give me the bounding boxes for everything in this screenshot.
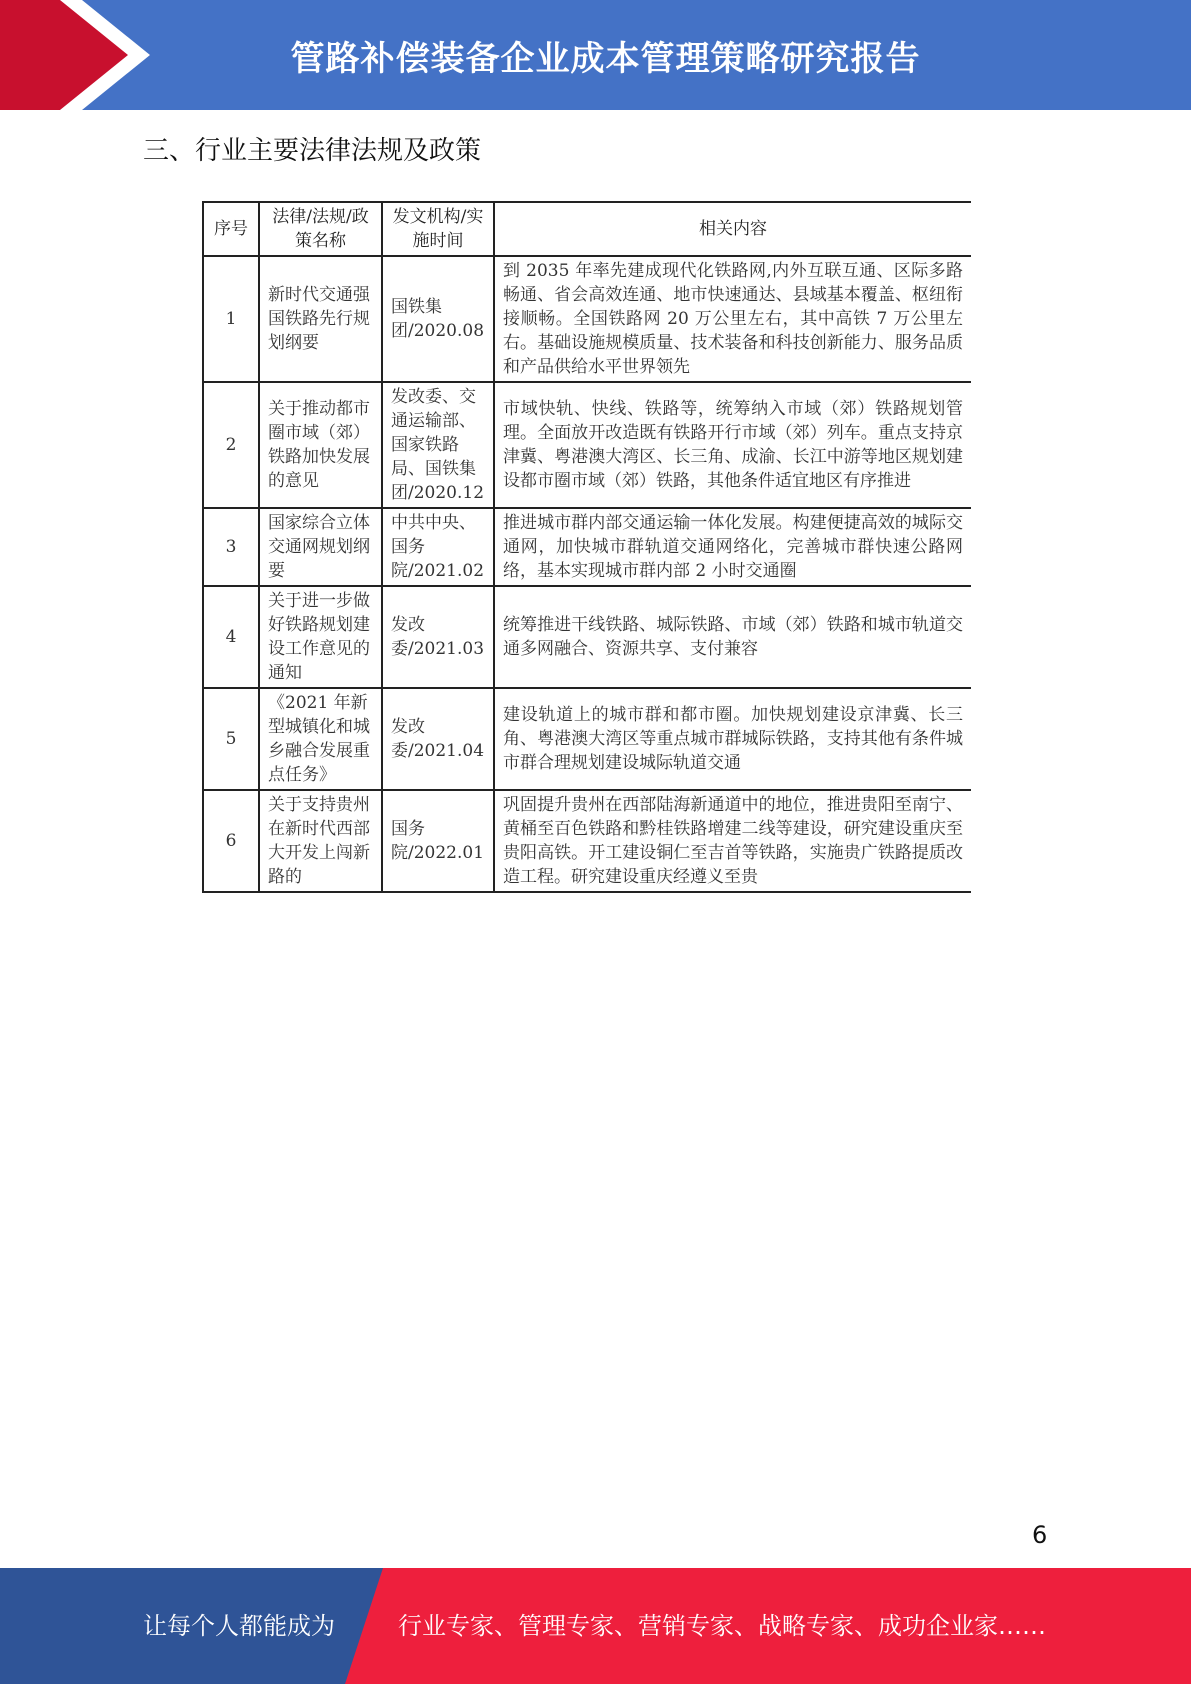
policy-content: 推进城市群内部交通运输一体化发展。构建便捷高效的城际交通网，加快城市群轨道交通网络化，完善城市群快速公路网络，基本实现城市群内部 2 小时交通圈	[494, 508, 971, 586]
issuing-body-date: 国务院/2022.01	[382, 790, 494, 892]
issuing-body-date: 中共中央、国务院/2021.02	[382, 508, 494, 586]
footer-slogan-left: 让每个人都能成为	[143, 1612, 335, 1640]
issuing-body-date: 发改委、交通运输部、国家铁路局、国铁集团/2020.12	[382, 382, 494, 508]
table-row	[203, 688, 971, 790]
row-number: 2	[203, 382, 259, 508]
table-row	[203, 586, 971, 688]
policy-name: 关于进一步做好铁路规划建设工作意见的通知	[259, 586, 382, 688]
row-number: 4	[203, 586, 259, 688]
policy-name: 国家综合立体交通网规划纲要	[259, 508, 382, 586]
policy-content: 建设轨道上的城市群和都市圈。加快规划建设京津冀、长三角、粤港澳大湾区等重点城市群城际铁路，支持其他有条件城市群合理规划建设城际轨道交通	[494, 688, 971, 790]
section-heading: 三、行业主要法律法规及政策	[143, 136, 482, 166]
policy-table-container	[202, 201, 971, 896]
table-row	[203, 256, 971, 382]
header-cell-content: 相关内容	[494, 202, 971, 256]
issuing-body-date: 国铁集团/2020.08	[382, 256, 494, 382]
policy-content: 巩固提升贵州在西部陆海新通道中的地位，推进贵阳至南宁、黄桶至百色铁路和黔桂铁路增建二线等建设，研究建设重庆至贵阳高铁。开工建设铜仁至吉首等铁路，实施贵广铁路提质改造工程。研究建设重庆经遵义至贵	[494, 790, 971, 892]
row-number: 5	[203, 688, 259, 790]
page-footer	[0, 1568, 1191, 1684]
policy-name: 关于推动都市圈市域（郊）铁路加快发展的意见	[259, 382, 382, 508]
header-cell-name: 法律/法规/政策名称	[259, 202, 382, 256]
policy-table	[202, 201, 971, 893]
row-number: 1	[203, 256, 259, 382]
row-number: 6	[203, 790, 259, 892]
table-row	[203, 508, 971, 586]
report-title: 管路补偿装备企业成本管理策略研究报告	[290, 38, 921, 79]
table-header-row	[203, 202, 971, 256]
policy-name: 新时代交通强国铁路先行规划纲要	[259, 256, 382, 382]
header-cell-no: 序号	[203, 202, 259, 256]
policy-content: 统筹推进干线铁路、城际铁路、市域（郊）铁路和城市轨道交通多网融合、资源共享、支付兼容	[494, 586, 971, 688]
page-number: 6	[1032, 1521, 1048, 1549]
policy-content: 到 2035 年率先建成现代化铁路网,内外互联互通、区际多路畅通、省会高效连通、地市快速通达、县域基本覆盖、枢纽衔接顺畅。全国铁路网 20 万公里左右，其中高铁 7 万公里左右。基础设施规模质量、技术装备和科技创新能力、服务品质和产品供给水平世界领先	[494, 256, 971, 382]
policy-name: 关于支持贵州在新时代西部大开发上闯新路的	[259, 790, 382, 892]
policy-content: 市域快轨、快线、铁路等，统筹纳入市域（郊）铁路规划管理。全面放开改造既有铁路开行市域（郊）列车。重点支持京津冀、粤港澳大湾区、长三角、成渝、长江中游等地区规划建设都市圈市域（郊）铁路，其他条件适宜地区有序推进	[494, 382, 971, 508]
page-header	[0, 0, 1191, 110]
policy-name: 《2021 年新型城镇化和城乡融合发展重点任务》	[259, 688, 382, 790]
header-cell-org: 发文机构/实施时间	[382, 202, 494, 256]
issuing-body-date: 发改委/2021.03	[382, 586, 494, 688]
issuing-body-date: 发改委/2021.04	[382, 688, 494, 790]
table-row	[203, 790, 971, 892]
footer-slogan-right: 行业专家、管理专家、营销专家、战略专家、成功企业家……	[398, 1612, 1046, 1640]
table-row	[203, 382, 971, 508]
row-number: 3	[203, 508, 259, 586]
